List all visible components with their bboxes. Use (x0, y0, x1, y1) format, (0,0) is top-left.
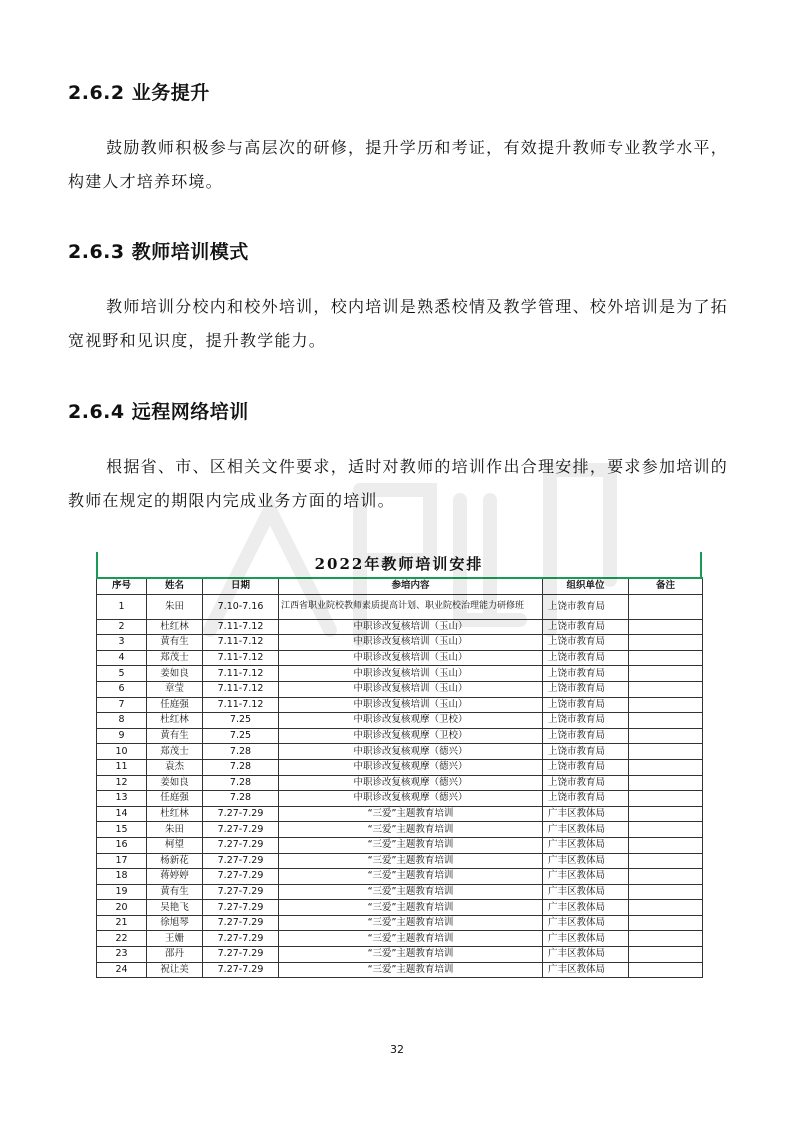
body-text: 鼓励教师积极参与高层次的研修，提升学历和考证，有效提升教师专业教学水平，构建人才培养环境。 (68, 138, 728, 191)
table-row (97, 759, 703, 775)
cell-index: 16 (97, 837, 147, 853)
cell-date: 7.10-7.16 (203, 594, 279, 619)
cell-index: 11 (97, 759, 147, 775)
section-body-2-6-2 (68, 131, 728, 199)
cell-name: 杜红林 (147, 619, 203, 635)
table-row (97, 900, 703, 916)
cell-date: 7.25 (203, 713, 279, 729)
cell-name: 袁杰 (147, 759, 203, 775)
cell-remarks (629, 869, 703, 885)
cell-remarks (629, 619, 703, 635)
cell-content: “三爱”主题教育培训 (279, 962, 543, 978)
cell-organizer: 上饶市教育局 (543, 594, 629, 619)
cell-remarks (629, 635, 703, 651)
cell-name: 王姗 (147, 931, 203, 947)
cell-content: “三爱”主题教育培训 (279, 915, 543, 931)
cell-date: 7.27-7.29 (203, 837, 279, 853)
body-text: 根据省、市、区相关文件要求，适时对教师的培训作出合理安排，要求参加培训的教师在规定的期限内完成业务方面的培训。 (68, 457, 728, 510)
cell-index: 12 (97, 775, 147, 791)
cell-index: 5 (97, 666, 147, 682)
table-row (97, 853, 703, 869)
cell-name: 徐旭琴 (147, 915, 203, 931)
cell-name: 吴艳飞 (147, 900, 203, 916)
cell-index: 19 (97, 884, 147, 900)
cell-organizer: 广丰区教体局 (543, 822, 629, 838)
cell-name: 柯望 (147, 837, 203, 853)
cell-remarks (629, 744, 703, 760)
table-row (97, 650, 703, 666)
cell-remarks (629, 884, 703, 900)
table-row (97, 791, 703, 807)
cell-index: 6 (97, 681, 147, 697)
cell-date: 7.28 (203, 775, 279, 791)
cell-remarks (629, 931, 703, 947)
cell-remarks (629, 900, 703, 916)
header-name: 姓名 (147, 578, 203, 594)
cell-index: 3 (97, 635, 147, 651)
cell-name: 邵丹 (147, 947, 203, 963)
cell-index: 18 (97, 869, 147, 885)
section-heading-2-6-3: 2.6.3 教师培训模式 (68, 241, 249, 263)
cell-content: “三爱”主题教育培训 (279, 947, 543, 963)
cell-content: “三爱”主题教育培训 (279, 931, 543, 947)
table-header-row (97, 578, 703, 594)
cell-index: 2 (97, 619, 147, 635)
cell-index: 21 (97, 915, 147, 931)
table-row (97, 635, 703, 651)
cell-date: 7.11-7.12 (203, 619, 279, 635)
cell-date: 7.28 (203, 791, 279, 807)
cell-name: 蒋婷婷 (147, 869, 203, 885)
table-row (97, 822, 703, 838)
table-row (97, 594, 703, 619)
cell-index: 4 (97, 650, 147, 666)
cell-name: 姜如良 (147, 666, 203, 682)
cell-name: 郑茂士 (147, 650, 203, 666)
cell-name: 杜红林 (147, 806, 203, 822)
cell-name: 黄有生 (147, 884, 203, 900)
body-text: 教师培训分校内和校外培训，校内培训是熟悉校情及教学管理、校外培训是为了拓宽视野和见识度，提升教学能力。 (68, 297, 728, 350)
cell-date: 7.11-7.12 (203, 697, 279, 713)
cell-remarks (629, 759, 703, 775)
table-row (97, 619, 703, 635)
cell-organizer: 广丰区教体局 (543, 853, 629, 869)
cell-organizer: 广丰区教体局 (543, 806, 629, 822)
cell-date: 7.27-7.29 (203, 884, 279, 900)
header-date: 日期 (203, 578, 279, 594)
cell-remarks (629, 775, 703, 791)
cell-organizer: 上饶市教育局 (543, 775, 629, 791)
section-body-2-6-4 (68, 450, 728, 518)
cell-remarks (629, 666, 703, 682)
cell-name: 杜红林 (147, 713, 203, 729)
cell-date: 7.27-7.29 (203, 822, 279, 838)
cell-index: 23 (97, 947, 147, 963)
table-body (97, 594, 703, 978)
cell-remarks (629, 697, 703, 713)
cell-organizer: 广丰区教体局 (543, 931, 629, 947)
cell-content: “三爱”主题教育培训 (279, 806, 543, 822)
table-row (97, 947, 703, 963)
table-row (97, 728, 703, 744)
cell-content: 中职诊改复核培训（玉山） (279, 681, 543, 697)
header-index: 序号 (97, 578, 147, 594)
cell-date: 7.25 (203, 728, 279, 744)
section-heading-2-6-2: 2.6.2 业务提升 (68, 82, 210, 104)
cell-content: 中职诊改复核培训（玉山） (279, 635, 543, 651)
cell-date: 7.27-7.29 (203, 806, 279, 822)
cell-remarks (629, 791, 703, 807)
cell-organizer: 广丰区教体局 (543, 884, 629, 900)
cell-remarks (629, 806, 703, 822)
section-body-2-6-3 (68, 290, 728, 358)
cell-index: 22 (97, 931, 147, 947)
cell-organizer: 上饶市教育局 (543, 619, 629, 635)
cell-content: 中职诊改复核观摩（德兴） (279, 744, 543, 760)
cell-content: “三爱”主题教育培训 (279, 853, 543, 869)
cell-date: 7.27-7.29 (203, 915, 279, 931)
cell-content: 中职诊改复核观摩（德兴） (279, 775, 543, 791)
cell-date: 7.11-7.12 (203, 681, 279, 697)
cell-organizer: 广丰区教体局 (543, 962, 629, 978)
cell-organizer: 上饶市教育局 (543, 650, 629, 666)
header-organizer: 组织单位 (543, 578, 629, 594)
cell-content: “三爱”主题教育培训 (279, 837, 543, 853)
table-row (97, 806, 703, 822)
cell-name: 任庭强 (147, 791, 203, 807)
cell-organizer: 上饶市教育局 (543, 759, 629, 775)
table-title: 2022年教师培训安排 (96, 552, 702, 577)
cell-index: 17 (97, 853, 147, 869)
cell-date: 7.28 (203, 759, 279, 775)
cell-organizer: 广丰区教体局 (543, 947, 629, 963)
table-row (97, 666, 703, 682)
cell-index: 8 (97, 713, 147, 729)
header-remarks: 备注 (629, 578, 703, 594)
cell-content: “三爱”主题教育培训 (279, 822, 543, 838)
table-row (97, 713, 703, 729)
cell-remarks (629, 947, 703, 963)
cell-organizer: 上饶市教育局 (543, 681, 629, 697)
cell-remarks (629, 728, 703, 744)
cell-organizer: 上饶市教育局 (543, 713, 629, 729)
cell-name: 黄有生 (147, 635, 203, 651)
cell-date: 7.11-7.12 (203, 650, 279, 666)
cell-content: 中职诊改复核培训（玉山） (279, 650, 543, 666)
cell-date: 7.27-7.29 (203, 931, 279, 947)
cell-name: 杨新花 (147, 853, 203, 869)
cell-index: 13 (97, 791, 147, 807)
cell-content: 中职诊改复核培训（玉山） (279, 697, 543, 713)
cell-name: 朱田 (147, 822, 203, 838)
table-row (97, 915, 703, 931)
cell-name: 朱田 (147, 594, 203, 619)
cell-remarks (629, 915, 703, 931)
page-number: 32 (390, 1043, 404, 1056)
cell-index: 10 (97, 744, 147, 760)
cell-organizer: 广丰区教体局 (543, 915, 629, 931)
table-row (97, 697, 703, 713)
cell-index: 9 (97, 728, 147, 744)
cell-organizer: 上饶市教育局 (543, 666, 629, 682)
cell-organizer: 上饶市教育局 (543, 744, 629, 760)
cell-organizer: 广丰区教体局 (543, 900, 629, 916)
cell-index: 24 (97, 962, 147, 978)
cell-organizer: 上饶市教育局 (543, 791, 629, 807)
cell-date: 7.27-7.29 (203, 900, 279, 916)
cell-index: 15 (97, 822, 147, 838)
cell-remarks (629, 681, 703, 697)
cell-content: 中职诊改复核观摩（德兴） (279, 759, 543, 775)
cell-name: 祝让美 (147, 962, 203, 978)
cell-remarks (629, 822, 703, 838)
cell-content: “三爱”主题教育培训 (279, 900, 543, 916)
cell-date: 7.28 (203, 744, 279, 760)
table-row (97, 884, 703, 900)
cell-organizer: 广丰区教体局 (543, 869, 629, 885)
table-row (97, 931, 703, 947)
cell-remarks (629, 594, 703, 619)
cell-remarks (629, 650, 703, 666)
table-row (97, 962, 703, 978)
cell-content: “三爱”主题教育培训 (279, 869, 543, 885)
cell-index: 14 (97, 806, 147, 822)
table-row (97, 775, 703, 791)
cell-organizer: 上饶市教育局 (543, 728, 629, 744)
cell-date: 7.11-7.12 (203, 635, 279, 651)
training-schedule-table (96, 552, 702, 978)
cell-remarks (629, 713, 703, 729)
cell-content: 江西省职业院校教师素质提高计划、职业院校治理能力研修班 (279, 594, 543, 619)
cell-name: 章莹 (147, 681, 203, 697)
cell-date: 7.27-7.29 (203, 962, 279, 978)
cell-content: 中职诊改复核培训（玉山） (279, 666, 543, 682)
cell-name: 郑茂士 (147, 744, 203, 760)
cell-organizer: 上饶市教育局 (543, 635, 629, 651)
table-row (97, 744, 703, 760)
cell-name: 姜如良 (147, 775, 203, 791)
schedule-table (96, 577, 703, 978)
cell-name: 任庭强 (147, 697, 203, 713)
cell-date: 7.27-7.29 (203, 853, 279, 869)
cell-remarks (629, 962, 703, 978)
cell-date: 7.27-7.29 (203, 947, 279, 963)
cell-organizer: 广丰区教体局 (543, 837, 629, 853)
cell-name: 黄有生 (147, 728, 203, 744)
cell-remarks (629, 853, 703, 869)
cell-date: 7.11-7.12 (203, 666, 279, 682)
cell-index: 20 (97, 900, 147, 916)
cell-date: 7.27-7.29 (203, 869, 279, 885)
header-content: 参培内容 (279, 578, 543, 594)
cell-content: 中职诊改复核培训（玉山） (279, 619, 543, 635)
cell-content: 中职诊改复核观摩（卫校） (279, 728, 543, 744)
cell-content: 中职诊改复核观摩（卫校） (279, 713, 543, 729)
section-heading-2-6-4: 2.6.4 远程网络培训 (68, 401, 249, 423)
table-row (97, 869, 703, 885)
cell-content: “三爱”主题教育培训 (279, 884, 543, 900)
cell-remarks (629, 837, 703, 853)
table-row (97, 681, 703, 697)
cell-content: 中职诊改复核观摩（德兴） (279, 791, 543, 807)
cell-index: 1 (97, 594, 147, 619)
table-row (97, 837, 703, 853)
cell-organizer: 上饶市教育局 (543, 697, 629, 713)
cell-index: 7 (97, 697, 147, 713)
